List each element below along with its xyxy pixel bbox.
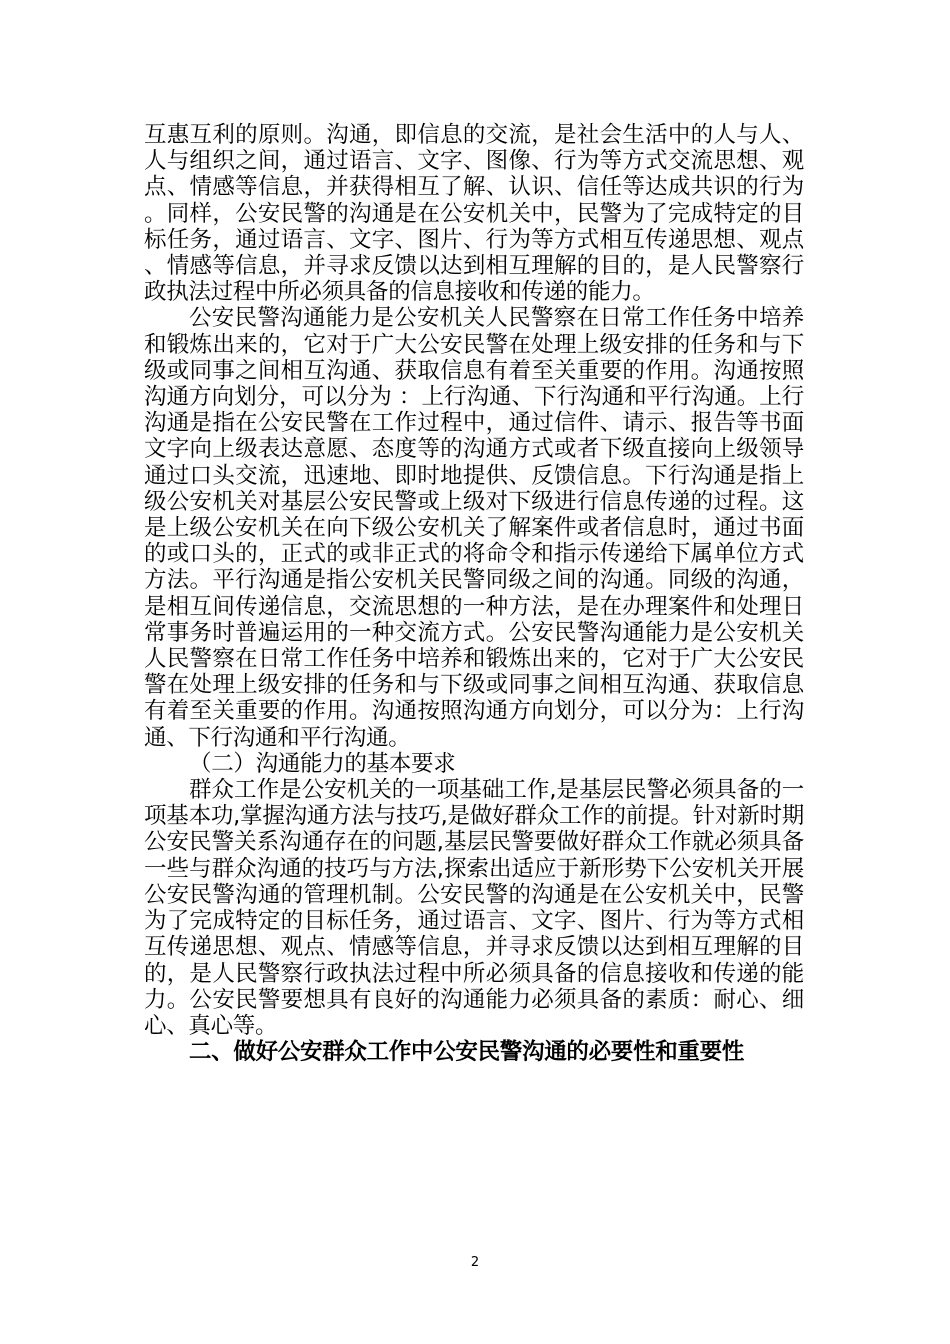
paragraph-communication-ability: 公安民警沟通能力是公安机关人民警察在日常工作任务中培养和锻炼出来的，它对于广大公安民警在处理上级安排的任务和与下级或同事之间相互沟通、获取信息有着至关重要的作用。沟通按照沟通方向划分，可以分为 ：上行沟通、下行沟通和平行沟通。上行沟通是指在公安民警在工作过程中，通过信件、请示、报告等书面文字向上级表达意愿、态度等的沟通方式或者下级直接向上级领导通过口头交流，迅速地、即时地提供、反馈信息。下行沟通是指上级公安机关对基层公安民警或上级对下级进行信息传递的过程。这是上级公安机关在向下级公安机关了解案件或者信息时，通过书面的或口头的，正式的或非正式的将命令和指示传递给下属单位方式方法。平行沟通是指公安机关民警同级之间的沟通。同级的沟通，是相互间传递信息，交流思想的一种方法，是在办理案件和处理日常事务时普遍运用的一种交流方式。公安民警沟通能力是公安机关人民警察在日常工作任务中培养和锻炼出来的，它对于广大公安民警在处理上级安排的任务和与下级或同事之间相互沟通、获取信息有着至关重要的作用。沟通按照沟通方向划分，可以分为：上行沟通、下行沟通和平行沟通。: [144, 305, 804, 751]
subsection-heading: （二）沟通能力的基本要求: [189, 750, 456, 777]
page-number: 2: [470, 1255, 480, 1270]
paragraph-mass-work: 群众工作是公安机关的一项基础工作,是基层民警必须具备的一项基本功,掌握沟通方法与技巧,是做好群众工作的前提。针对新时期公安民警关系沟通存在的问题,基层民警要做好群众工作就必须具备一些与群众沟通的技巧与方法,探索出适应于新形势下公安机关开展公安民警沟通的管理机制。公安民警的沟通是在公安机关中，民警为了完成特定的目标任务，通过语言、文字、图片、行为等方式相互传递思想、观点、情感等信息，并寻求反馈以达到相互理解的目的，是人民警察行政执法过程中所必须具备的信息接收和传递的能力。公安民警要想具有良好的沟通能力必须具备的素质：耐心、细心、真心等。: [144, 777, 804, 1039]
document-body: [144, 122, 804, 1065]
paragraph-continuation: 互惠互利的原则。沟通，即信息的交流，是社会生活中的人与人、人与组织之间，通过语言、文字、图像、行为等方式交流思想、观点、情感等信息，并获得相互了解、认识、信任等达成共识的行为。同样，公安民警的沟通是在公安机关中，民警为了完成特定的目标任务，通过语言、文字、图片、行为等方式相互传递思想、观点、情感等信息，并寻求反馈以达到相互理解的目的，是人民警察行政执法过程中所必须具备的信息接收和传递的能力。: [144, 122, 804, 306]
section-heading: 二、做好公安群众工作中公安民警沟通的必要性和重要性: [189, 1039, 745, 1066]
